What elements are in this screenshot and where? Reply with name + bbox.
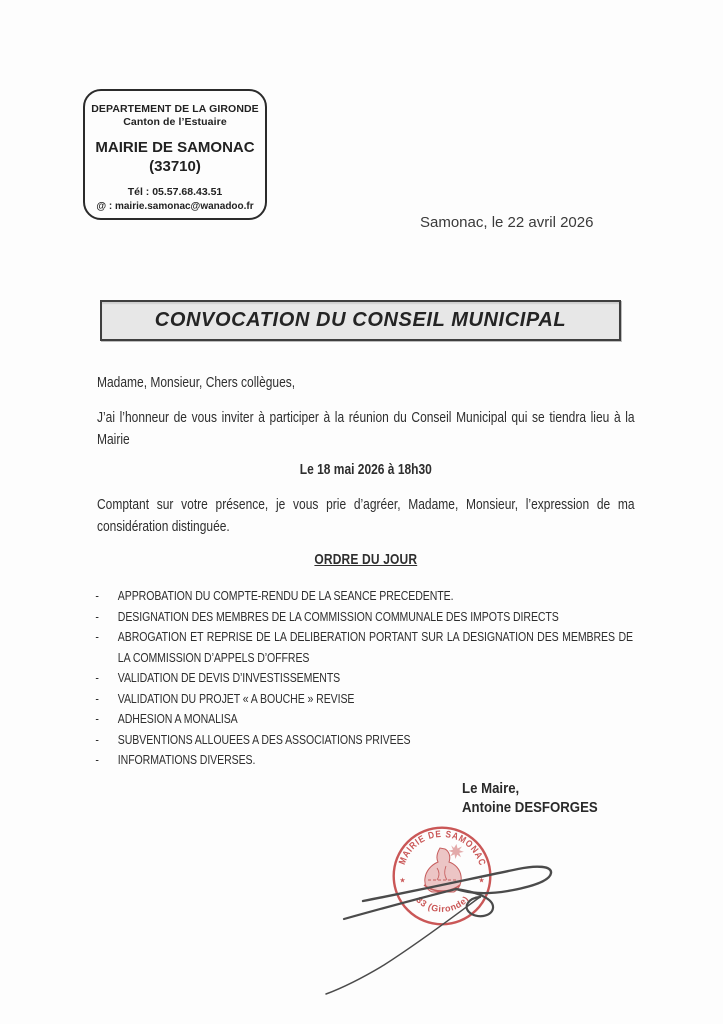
letterhead-box (83, 89, 267, 220)
stamp-left-star-icon: ★ (399, 877, 406, 885)
meeting-datetime: Le 18 mai 2026 à 18h30 (299, 461, 432, 478)
agenda-bullet: - (95, 629, 99, 644)
closing-paragraph: Comptant sur votre présence, je vous prie d’agréer, Madame, Monsieur, l’expression de ma considération distinguée. (97, 496, 635, 535)
letterhead-email: @ : mairie.samonac@wanadoo.fr (96, 200, 254, 212)
document-title: CONVOCATION DU CONSEIL MUNICIPAL (154, 309, 567, 331)
agenda-item (95, 750, 633, 771)
agenda-item-text: VALIDATION DE DEVIS D’INVESTISSEMENTS (117, 670, 341, 685)
agenda-bullet: - (95, 752, 99, 767)
agenda-item-text: ADHESION A MONALISA (117, 711, 238, 726)
agenda-bullet: - (95, 608, 99, 624)
agenda-bullet: - (95, 670, 99, 685)
agenda-item-text: SUBVENTIONS ALLOUEES A DES ASSOCIATIONS PRIVEES (117, 731, 411, 747)
agenda-item (95, 668, 633, 689)
salutation: Madame, Monsieur, Chers collègues, (97, 374, 296, 391)
signer-name: Antoine DESFORGES (462, 798, 598, 816)
agenda-item-text: APPROBATION DU COMPTE-RENDU DE LA SEANCE PRECEDENTE. (117, 588, 454, 603)
agenda-item-text: DESIGNATION DES MEMBRES DE LA COMMISSION COMMUNALE DES IMPOTS DIRECTS (117, 608, 559, 624)
letterhead-department: DEPARTEMENT DE LA GIRONDE (91, 103, 259, 115)
agenda-bullet: - (95, 588, 99, 603)
agenda-list (95, 586, 633, 771)
signer-role: Le Maire, (462, 780, 520, 797)
agenda-item (95, 730, 633, 751)
letterhead-postal-code: (33710) (149, 158, 201, 175)
agenda-item (95, 586, 633, 607)
intro-paragraph: J’ai l’honneur de vous inviter à participer à la réunion du Conseil Municipal qui se tiendra lieu à la Mairie (97, 409, 635, 448)
letterhead-phone: Tél : 05.57.68.43.51 (127, 186, 223, 198)
agenda-bullet: - (95, 711, 99, 726)
stamp-bottom-arc-text: 33 (Gironde) (414, 893, 471, 915)
stamp-right-star-icon: ★ (478, 877, 485, 885)
signature-stroke-tail (326, 897, 480, 994)
agenda-item-text: INFORMATIONS DIVERSES. (117, 752, 256, 767)
agenda-bullet: - (95, 731, 99, 747)
agenda-heading: ORDRE DU JOUR (314, 551, 418, 568)
handwritten-signature (280, 800, 610, 1024)
title-banner (100, 300, 621, 341)
agenda-item-text: VALIDATION DU PROJET « A BOUCHE » REVISE (117, 690, 355, 706)
agenda-item-text: ABROGATION ET REPRISE DE LA DELIBERATION PORTANT SUR LA DESIGNATION DES MEMBRES DE LA COMMISSION D’APPELS D’OFFRES (117, 629, 634, 665)
agenda-item (95, 709, 633, 730)
agenda-item (95, 689, 633, 710)
dateline: Samonac, le 22 avril 2026 (420, 214, 594, 231)
agenda-bullet: - (95, 690, 99, 706)
signature-stroke-upper (363, 867, 551, 901)
agenda-item (95, 627, 633, 668)
letterhead-canton: Canton de l’Estuaire (123, 116, 227, 128)
agenda-item (95, 607, 633, 628)
letterhead-mairie-name: MAIRIE DE SAMONAC (95, 139, 255, 156)
stamp-top-arc-text: MAIRIE DE SAMONAC (396, 828, 488, 869)
